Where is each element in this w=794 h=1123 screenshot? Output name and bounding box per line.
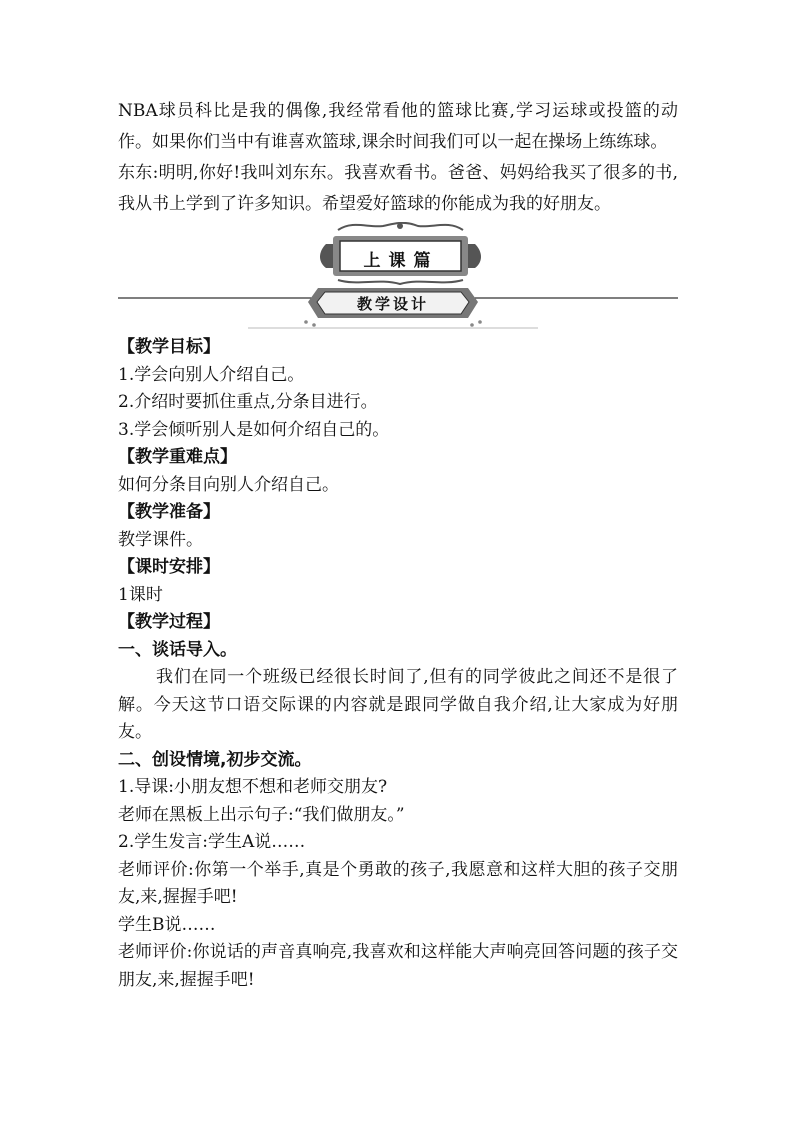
schedule-heading: 【课时安排】 bbox=[118, 557, 220, 577]
goal-item: 2.介绍时要抓住重点,分条目进行。 bbox=[118, 392, 378, 412]
goal-item: 1.学会向别人介绍自己。 bbox=[118, 364, 305, 385]
schedule-text: 1课时 bbox=[118, 584, 163, 605]
document-page bbox=[118, 96, 678, 994]
process-line: 2.学生发言:学生A说…… bbox=[118, 832, 306, 852]
step1-title: 一、谈话导入。 bbox=[118, 639, 237, 660]
process-line: 老师在黑板上出示句子:“我们做朋友。” bbox=[118, 804, 405, 825]
key-points-heading: 【教学重难点】 bbox=[118, 447, 237, 467]
step2-title: 二、创设情境,初步交流。 bbox=[118, 749, 312, 770]
process-heading: 【教学过程】 bbox=[118, 612, 220, 632]
process-line: 1.导课:小朋友想不想和老师交朋友? bbox=[118, 777, 388, 797]
process-line: 学生B说…… bbox=[118, 914, 216, 935]
intro-section bbox=[118, 96, 678, 220]
prep-heading: 【教学准备】 bbox=[118, 502, 220, 522]
banner-title: 上课篇 bbox=[363, 251, 439, 271]
banner-subtitle: 教学设计 bbox=[356, 295, 429, 313]
process-line: 老师评价:你第一个举手,真是个勇敢的孩子,我愿意和这样大胆的孩子交朋友,来,握握手吧! bbox=[118, 859, 678, 907]
ornament-frame-icon bbox=[118, 222, 678, 332]
goal-item: 3.学会倾听别人是如何介绍自己的。 bbox=[118, 419, 390, 440]
section-banner bbox=[118, 222, 678, 332]
intro-paragraph-2: 东东:明明,你好!我叫刘东东。我喜欢看书。爸爸、妈妈给我买了很多的书,我从书上学到了许多知识。希望爱好篮球的你能成为我的好朋友。 bbox=[118, 163, 678, 214]
key-points-text: 如何分条目向别人介绍自己。 bbox=[118, 474, 339, 495]
intro-paragraph-1: NBA球员科比是我的偶像,我经常看他的篮球比赛,学习运球或投篮的动作。如果你们当中有谁喜欢篮球,课余时间我们可以一起在操场上练练球。 bbox=[118, 101, 678, 152]
lesson-plan-body bbox=[118, 334, 678, 994]
goals-heading: 【教学目标】 bbox=[118, 337, 220, 357]
process-line: 老师评价:你说话的声音真响亮,我喜欢和这样能大声响亮回答问题的孩子交朋友,来,握握手吧! bbox=[118, 942, 678, 990]
step1-text: 我们在同一个班级已经很长时间了,但有的同学彼此之间还不是很了解。今天这节口语交际课的内容就是跟同学做自我介绍,让大家成为好朋友。 bbox=[118, 667, 678, 742]
prep-text: 教学课件。 bbox=[118, 529, 203, 550]
